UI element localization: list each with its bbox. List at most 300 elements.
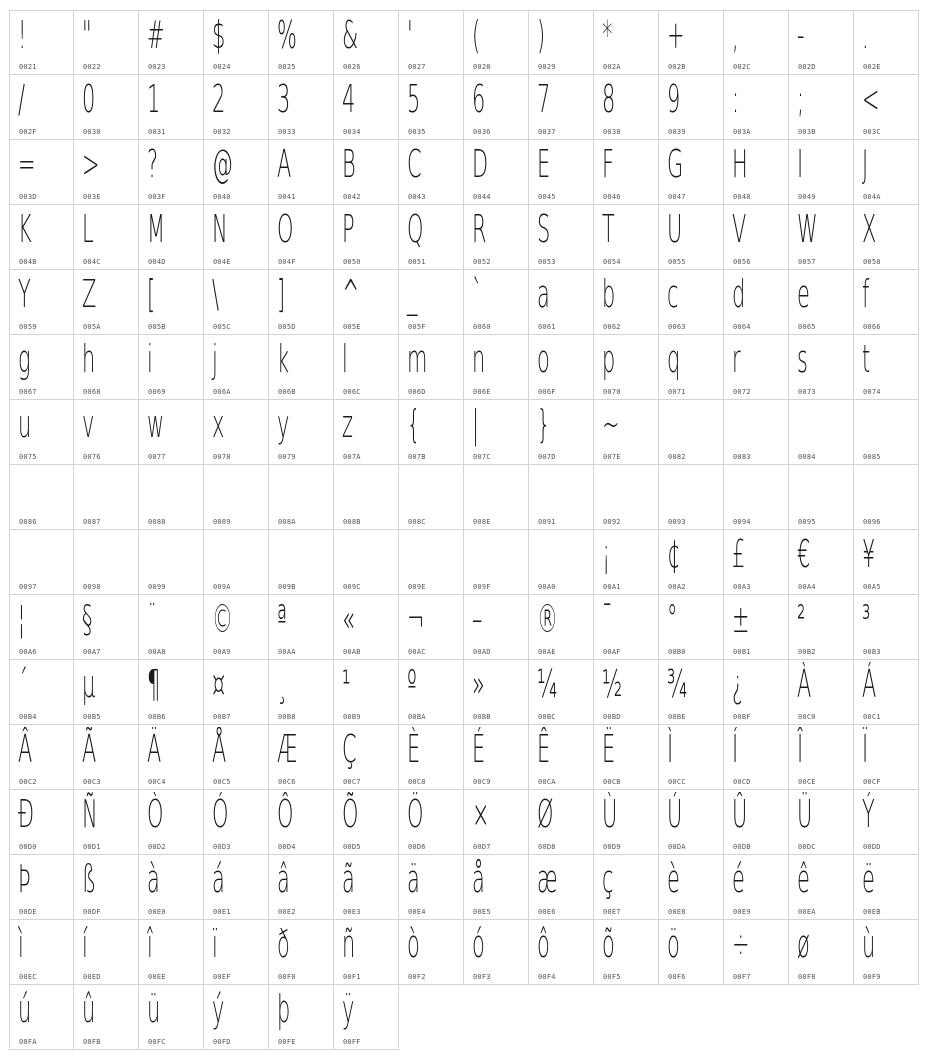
glyph-code-label: 00F4 (538, 973, 556, 981)
glyph-char: k (277, 337, 290, 381)
glyph-char: Ü (797, 792, 813, 836)
glyph-char: Å (212, 727, 227, 771)
glyph-cell (399, 465, 464, 530)
glyph-cell (269, 725, 334, 790)
glyph-cell (204, 660, 269, 725)
glyph-cell (529, 400, 594, 465)
glyph-cell (854, 660, 919, 725)
glyph-cell (269, 465, 334, 530)
glyph-cell (724, 205, 789, 270)
glyph-char: y (277, 402, 290, 446)
glyph-code-label: 00FF (343, 1038, 361, 1046)
glyph-cell (464, 270, 529, 335)
glyph-code-label: 006E (473, 388, 491, 396)
glyph-char: 1 (147, 77, 161, 121)
glyph-char: ] (277, 272, 286, 316)
glyph-grid (9, 10, 920, 1050)
glyph-char: = (18, 142, 36, 186)
glyph-cell (464, 920, 529, 985)
glyph-code-label: 00A2 (668, 583, 686, 591)
glyph-char: $ (212, 13, 226, 57)
glyph-code-label: 00CC (668, 778, 686, 786)
glyph-cell (854, 75, 919, 140)
glyph-char: j (212, 337, 218, 381)
glyph-cell (139, 270, 204, 335)
glyph-code-label: 0022 (83, 63, 101, 71)
glyph-code-label: 00CA (538, 778, 556, 786)
glyph-cell (724, 530, 789, 595)
glyph-code-label: 00B3 (863, 648, 881, 656)
glyph-char: Í (732, 727, 739, 771)
glyph-char: h (82, 337, 96, 381)
glyph-char: ÷ (732, 922, 750, 966)
glyph-code-label: 007B (408, 453, 426, 461)
glyph-cell (594, 595, 659, 660)
glyph-code-label: 00D5 (343, 843, 361, 851)
glyph-code-label: 0045 (538, 193, 556, 201)
glyph-cell (399, 530, 464, 595)
glyph-code-label: 008A (278, 518, 296, 526)
glyph-char: ª (277, 597, 287, 641)
glyph-char: 9 (667, 77, 681, 121)
glyph-cell (464, 400, 529, 465)
glyph-char: F (602, 142, 615, 186)
glyph-char: d (732, 272, 746, 316)
glyph-code-label: 0056 (733, 258, 751, 266)
glyph-code-label: 00E9 (733, 908, 751, 916)
glyph-code-label: 009F (473, 583, 491, 591)
glyph-char: Á (862, 662, 877, 706)
glyph-code-label: 00BC (538, 713, 556, 721)
glyph-cell (594, 855, 659, 920)
glyph-cell (529, 790, 594, 855)
glyph-cell (529, 270, 594, 335)
glyph-code-label: 0025 (278, 63, 296, 71)
glyph-code-label: 00EB (863, 908, 881, 916)
glyph-char: Q (407, 207, 424, 251)
glyph-cell (399, 725, 464, 790)
glyph-char: - (797, 13, 805, 57)
glyph-char: P (342, 207, 355, 251)
glyph-cell (139, 790, 204, 855)
glyph-code-label: 0096 (863, 518, 881, 526)
glyph-char: ` (472, 272, 483, 316)
glyph-code-label: 00CE (798, 778, 816, 786)
glyph-cell (204, 270, 269, 335)
glyph-char: 4 (342, 77, 356, 121)
glyph-char: p (602, 337, 616, 381)
glyph-cell (9, 920, 74, 985)
glyph-code-label: 008B (343, 518, 361, 526)
glyph-cell (724, 140, 789, 205)
glyph-code-label: 007A (343, 453, 361, 461)
glyph-code-label: 002C (733, 63, 751, 71)
glyph-cell (854, 530, 919, 595)
glyph-cell (269, 855, 334, 920)
glyph-cell (854, 205, 919, 270)
glyph-code-label: 003A (733, 128, 751, 136)
glyph-code-label: 0060 (473, 323, 491, 331)
glyph-code-label: 0026 (343, 63, 361, 71)
glyph-cell (529, 595, 594, 660)
glyph-code-label: 004E (213, 258, 231, 266)
glyph-char: ¡ (602, 532, 611, 576)
glyph-code-label: 0023 (148, 63, 166, 71)
glyph-cell (334, 725, 399, 790)
glyph-cell (74, 140, 139, 205)
glyph-char: a (537, 272, 550, 316)
glyph-code-label: 0041 (278, 193, 296, 201)
glyph-code-label: 00B4 (19, 713, 37, 721)
glyph-code-label: 00FA (19, 1038, 37, 1046)
glyph-char: ì (18, 922, 24, 966)
glyph-cell (139, 335, 204, 400)
glyph-code-label: 00A1 (603, 583, 621, 591)
glyph-cell (204, 725, 269, 790)
glyph-code-label: 00C0 (798, 713, 816, 721)
glyph-cell (204, 595, 269, 660)
glyph-char: ¯ (602, 597, 613, 641)
glyph-code-label: 00BA (408, 713, 426, 721)
glyph-cell (789, 530, 854, 595)
glyph-char: ¨ (147, 597, 158, 641)
glyph-cell (789, 140, 854, 205)
glyph-code-label: 00AF (603, 648, 621, 656)
glyph-code-label: 005B (148, 323, 166, 331)
glyph-char: B (342, 142, 356, 186)
glyph-cell (854, 920, 919, 985)
glyph-code-label: 00D8 (538, 843, 556, 851)
glyph-cell (724, 75, 789, 140)
glyph-char: Ò (147, 792, 164, 836)
glyph-char: É (472, 727, 486, 771)
glyph-char: T (602, 207, 615, 251)
glyph-code-label: 00F2 (408, 973, 426, 981)
glyph-char: º (407, 662, 417, 706)
glyph-cell (724, 270, 789, 335)
glyph-cell (464, 205, 529, 270)
glyph-cell (724, 335, 789, 400)
glyph-code-label: 00FE (278, 1038, 296, 1046)
glyph-cell (789, 920, 854, 985)
glyph-code-label: 002E (863, 63, 881, 71)
glyph-cell (594, 920, 659, 985)
glyph-code-label: 0032 (213, 128, 231, 136)
glyph-code-label: 006D (408, 388, 426, 396)
glyph-cell (529, 75, 594, 140)
glyph-cell (269, 140, 334, 205)
glyph-char: ò (407, 922, 420, 966)
glyph-char: Õ (342, 792, 359, 836)
glyph-cell (854, 270, 919, 335)
glyph-code-label: 004D (148, 258, 166, 266)
glyph-code-label: 00BB (473, 713, 491, 721)
glyph-code-label: 00A7 (83, 648, 101, 656)
glyph-code-label: 006A (213, 388, 231, 396)
glyph-cell (204, 985, 269, 1050)
glyph-char: § (82, 597, 93, 641)
glyph-code-label: 008E (473, 518, 491, 526)
glyph-cell (529, 140, 594, 205)
glyph-char: ê (797, 857, 810, 901)
glyph-code-label: 00D9 (603, 843, 621, 851)
glyph-code-label: 003C (863, 128, 881, 136)
glyph-cell (204, 855, 269, 920)
glyph-cell (854, 465, 919, 530)
glyph-cell (74, 920, 139, 985)
glyph-code-label: 00C1 (863, 713, 881, 721)
glyph-cell (204, 465, 269, 530)
glyph-code-label: 00D6 (408, 843, 426, 851)
glyph-cell (9, 10, 74, 75)
glyph-cell (139, 855, 204, 920)
glyph-code-label: 005A (83, 323, 101, 331)
glyph-cell (399, 855, 464, 920)
glyph-char: å (472, 857, 485, 901)
glyph-code-label: 00AE (538, 648, 556, 656)
glyph-char: ® (537, 597, 558, 641)
glyph-code-label: 0085 (863, 453, 881, 461)
glyph-char: ü (147, 987, 161, 1031)
glyph-cell (204, 530, 269, 595)
glyph-code-label: 00D1 (83, 843, 101, 851)
glyph-char: ñ (342, 922, 356, 966)
glyph-char: Ë (602, 727, 616, 771)
glyph-code-label: 0069 (148, 388, 166, 396)
glyph-code-label: 002F (19, 128, 37, 136)
glyph-cell (399, 660, 464, 725)
glyph-cell (789, 270, 854, 335)
glyph-char: * (602, 13, 613, 57)
glyph-char: D (472, 142, 489, 186)
glyph-char: [ (147, 272, 156, 316)
glyph-char: u (18, 402, 32, 446)
glyph-code-label: 00C4 (148, 778, 166, 786)
glyph-code-label: 0087 (83, 518, 101, 526)
glyph-char: l (342, 337, 348, 381)
glyph-cell (659, 530, 724, 595)
glyph-cell (659, 855, 724, 920)
glyph-code-label: 00AC (408, 648, 426, 656)
glyph-cell (789, 790, 854, 855)
glyph-code-label: 0091 (538, 518, 556, 526)
glyph-char: U (667, 207, 683, 251)
glyph-char: ä (407, 857, 420, 901)
glyph-code-label: 0036 (473, 128, 491, 136)
glyph-cell (74, 595, 139, 660)
glyph-cell (659, 140, 724, 205)
glyph-code-label: 00CB (603, 778, 621, 786)
glyph-code-label: 00DD (863, 843, 881, 851)
glyph-cell (789, 725, 854, 790)
glyph-cell (9, 855, 74, 920)
glyph-char: ( (472, 13, 481, 57)
glyph-cell (334, 400, 399, 465)
glyph-code-label: 0071 (668, 388, 686, 396)
glyph-char: ² (797, 597, 806, 641)
glyph-code-label: 007C (473, 453, 491, 461)
glyph-cell (334, 140, 399, 205)
glyph-char: ö (667, 922, 680, 966)
glyph-char: @ (212, 142, 233, 186)
glyph-code-label: 0068 (83, 388, 101, 396)
glyph-cell (789, 855, 854, 920)
glyph-code-label: 00D7 (473, 843, 491, 851)
glyph-code-label: 0048 (733, 193, 751, 201)
glyph-code-label: 00D2 (148, 843, 166, 851)
glyph-code-label: 009A (213, 583, 231, 591)
glyph-code-label: 00DA (668, 843, 686, 851)
glyph-cell (334, 270, 399, 335)
glyph-code-label: 0098 (83, 583, 101, 591)
glyph-char: ë (862, 857, 875, 901)
glyph-char: ¥ (862, 532, 876, 576)
glyph-code-label: 0034 (343, 128, 361, 136)
glyph-code-label: 0051 (408, 258, 426, 266)
glyph-char: ø (797, 922, 810, 966)
glyph-cell (269, 790, 334, 855)
glyph-cell (139, 660, 204, 725)
glyph-code-label: 005E (343, 323, 361, 331)
glyph-code-label: 00A5 (863, 583, 881, 591)
glyph-cell (529, 855, 594, 920)
glyph-code-label: 008C (408, 518, 426, 526)
glyph-code-label: 00C6 (278, 778, 296, 786)
glyph-cell (594, 10, 659, 75)
glyph-code-label: 0050 (343, 258, 361, 266)
glyph-code-label: 0084 (798, 453, 816, 461)
glyph-char: » (472, 662, 485, 706)
glyph-char: A (277, 142, 292, 186)
glyph-char: v (82, 402, 95, 446)
glyph-cell (594, 75, 659, 140)
glyph-cell (659, 10, 724, 75)
glyph-char: Ô (277, 792, 294, 836)
glyph-cell (854, 10, 919, 75)
glyph-char: M (147, 207, 166, 251)
glyph-char: ± (732, 597, 750, 641)
glyph-code-label: 00A9 (213, 648, 231, 656)
glyph-code-label: 00A0 (538, 583, 556, 591)
glyph-char: 8 (602, 77, 616, 121)
glyph-char: ç (602, 857, 614, 901)
glyph-code-label: 00F7 (733, 973, 751, 981)
glyph-cell (9, 985, 74, 1050)
glyph-char: € (797, 532, 811, 576)
glyph-code-label: 0075 (19, 453, 37, 461)
glyph-char: í (82, 922, 88, 966)
glyph-code-label: 0039 (668, 128, 686, 136)
glyph-cell (724, 660, 789, 725)
glyph-char: ô (537, 922, 550, 966)
glyph-code-label: 007E (603, 453, 621, 461)
glyph-code-label: 00B8 (278, 713, 296, 721)
glyph-code-label: 00D4 (278, 843, 296, 851)
glyph-code-label: 005F (408, 323, 426, 331)
glyph-char: H (732, 142, 748, 186)
glyph-cell (724, 400, 789, 465)
glyph-cell (594, 205, 659, 270)
glyph-cell (789, 660, 854, 725)
glyph-cell (9, 465, 74, 530)
glyph-code-label: 003B (798, 128, 816, 136)
glyph-code-label: 0072 (733, 388, 751, 396)
glyph-char: þ (277, 987, 291, 1031)
glyph-cell (529, 10, 594, 75)
glyph-char: ¢ (667, 532, 681, 576)
glyph-code-label: 0077 (148, 453, 166, 461)
glyph-cell (74, 335, 139, 400)
glyph-code-label: 00B0 (668, 648, 686, 656)
glyph-char: Ñ (82, 792, 98, 836)
glyph-cell (789, 595, 854, 660)
glyph-code-label: 0074 (863, 388, 881, 396)
glyph-code-label: 00B6 (148, 713, 166, 721)
glyph-code-label: 0043 (408, 193, 426, 201)
glyph-code-label: 0052 (473, 258, 491, 266)
glyph-cell (9, 270, 74, 335)
glyph-char: è (667, 857, 680, 901)
glyph-char: Ú (667, 792, 683, 836)
glyph-code-label: 00EC (19, 973, 37, 981)
glyph-char: x (212, 402, 225, 446)
glyph-code-label: 00FD (213, 1038, 231, 1046)
glyph-cell (659, 400, 724, 465)
glyph-code-label: 0028 (473, 63, 491, 71)
glyph-char: J (862, 142, 869, 186)
glyph-cell (724, 725, 789, 790)
glyph-cell (269, 530, 334, 595)
glyph-char: V (732, 207, 747, 251)
glyph-char: õ (602, 922, 615, 966)
glyph-code-label: 0059 (19, 323, 37, 331)
glyph-char: % (277, 13, 297, 57)
glyph-code-label: 00E1 (213, 908, 231, 916)
glyph-cell (334, 10, 399, 75)
glyph-char: ´ (18, 662, 29, 706)
glyph-char: – (472, 597, 483, 641)
glyph-code-label: 0064 (733, 323, 751, 331)
glyph-code-label: 002D (798, 63, 816, 71)
glyph-cell (334, 530, 399, 595)
glyph-char: à (147, 857, 160, 901)
glyph-code-label: 0031 (148, 128, 166, 136)
glyph-code-label: 0033 (278, 128, 296, 136)
glyph-code-label: 0062 (603, 323, 621, 331)
glyph-char: r (732, 337, 741, 381)
glyph-char: ¹ (342, 662, 351, 706)
glyph-char: { (407, 402, 421, 446)
glyph-char: + (667, 13, 685, 57)
glyph-char: Â (18, 727, 33, 771)
glyph-cell (9, 140, 74, 205)
glyph-cell (399, 790, 464, 855)
glyph-cell (139, 75, 204, 140)
glyph-code-label: 00C8 (408, 778, 426, 786)
glyph-cell (74, 205, 139, 270)
glyph-code-label: 00DE (19, 908, 37, 916)
glyph-cell (204, 335, 269, 400)
glyph-cell (269, 660, 334, 725)
glyph-cell (529, 530, 594, 595)
glyph-cell (334, 465, 399, 530)
glyph-cell (139, 10, 204, 75)
glyph-code-label: 0061 (538, 323, 556, 331)
glyph-cell (464, 725, 529, 790)
glyph-cell (9, 530, 74, 595)
glyph-code-label: 002B (668, 63, 686, 71)
glyph-cell (594, 270, 659, 335)
